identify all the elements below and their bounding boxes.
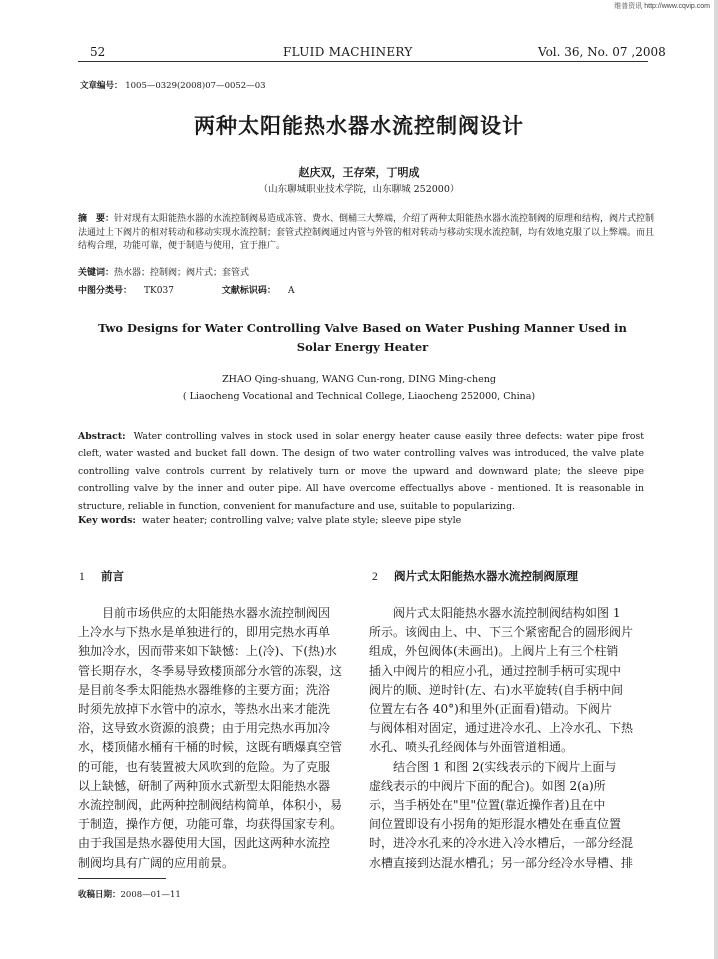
abstract-chinese-text: 针对现有太阳能热水器的水流控制阀易造成冻管、费水、倒桶三大弊端，介绍了两种太阳能热水器水流控制阀的原理和结构，阀片式控制法通过上下阀片的相对转动和移动实现水流控制；套管式控制阀通过内管与外管的相对转动与移动实现水流控制，均有效地克服了以上弊端。而且结构合理，功能可靠，便于制造与使用，宜于推广。 [78, 214, 655, 252]
body-line: 制阀均具有广阔的应用前景。 [78, 855, 235, 870]
title-english: Two Designs for Water Controlling Valve Based on Water Pushing Manner Used in Solar Energy Heater [98, 321, 627, 354]
scan-edge [714, 0, 718, 959]
clc-label: 中图分类号： [78, 286, 133, 296]
body-line: 水槽直接到达混水槽孔；另一部分经冷水导槽、排 [369, 855, 634, 870]
body-line: 组成，外包阀体(未画出)。上阀片上有三个柱销 [369, 644, 619, 659]
abstract-chinese [78, 213, 658, 254]
body-line: 插入中阀片的相应小孔，通过控制手柄可实现中 [369, 663, 622, 678]
body-line: 目前市场供应的太阳能热水器水流控制阀因 [78, 606, 331, 620]
body-line: 独加冷水，因而带来如下缺憾：上(冷)、下(热)水 [78, 644, 337, 659]
body-line: 水，楼顶储水桶有干桶的时候，这既有晒爆真空管 [78, 740, 343, 755]
body-line: 浴，这导致水资源的浪费；由于用完热水再加冷 [78, 721, 331, 736]
title-chinese: 两种太阳能热水器水流控制阀设计 [194, 113, 524, 138]
received-date [78, 888, 181, 900]
article-number-value: 1005—0329(2008)07—0052—03 [125, 81, 266, 91]
section-1-title: 前言 [101, 569, 124, 583]
body-line: 结合图 1 和图 2(实线表示的下阀片上面与 [369, 759, 617, 774]
received-label: 收稿日期： [78, 890, 121, 900]
affiliation-chinese: （山东聊城职业技术学院，山东聊城 252000） [258, 184, 460, 195]
body-line: 是目前冬季太阳能热水器维修的主要方面；洗浴 [78, 682, 331, 697]
section-1-body [78, 604, 351, 873]
section-2-body [369, 604, 644, 873]
article-number [80, 79, 266, 91]
body-line: 与阀体相对固定，通过进冷水孔、上冷水孔、下热 [369, 721, 634, 736]
keywords-chinese [78, 267, 658, 281]
body-line: 阀片的顺、逆时针(左、右)水平旋转(自手柄中间 [369, 682, 624, 697]
section-2-heading [372, 568, 578, 584]
doc-code-value: A [287, 286, 295, 296]
section-2-number: 2 [372, 571, 378, 583]
keywords-english-text: water heater; controlling valve; valve plate style; sleeve pipe style [141, 515, 462, 526]
body-line: 间位置即设有小拐角的矩形混水槽处在垂直位置 [369, 817, 622, 832]
watermark-text: 维普资讯 http://www.cqvip.com [614, 3, 710, 10]
keywords-chinese-label: 关键词： [78, 268, 115, 278]
section-1-heading [79, 568, 124, 584]
section-1-number: 1 [79, 571, 85, 583]
keywords-english [78, 515, 461, 526]
abstract-english-text: Water controlling valves in stock used in solar energy heater cause easily three defects: water pipe frost cleft, water wasted and bucket fall down. The design of two water controlling valves was introduced, the valve plate controlling valve controls current by relatively turn or move the upward and downward plate; the sleeve pipe controlling valve by the inner and outer pipe. All have overcome effectuallys above - mentioned. It is reasonable in structure, reliable in function, convenient for manufacture and use, suitable to popularizing. [78, 431, 644, 512]
body-line: 水孔、喷头孔经阀体与外面管道相通。 [369, 740, 574, 755]
authors-english: ZHAO Qing-shuang, WANG Cun-rong, DING Ming-cheng [222, 374, 496, 385]
body-line: 的可能，也有装置被大风吹到的危险。为了克服 [78, 759, 331, 774]
body-line: 以上缺憾，研制了两种顶水式新型太阳能热水器 [78, 778, 331, 793]
authors-chinese: 赵庆双，王存荣，丁明成 [298, 166, 420, 179]
body-line: 示，当手柄处在"里"位置(靠近操作者)且在中 [369, 798, 606, 813]
body-line: 上冷水与下热水是单独进行的，即用完热水再单 [78, 625, 331, 640]
body-line: 时须先放掉下水管中的凉水，等热水出来才能洗 [78, 702, 331, 717]
footnote-rule [78, 878, 166, 879]
clc-value: TK037 [144, 286, 174, 296]
body-line: 虚线表示的中阀片下面的配合)。如图 2(a)所 [369, 778, 606, 793]
article-number-label: 文章编号： [80, 81, 123, 91]
body-line: 阀片式太阳能热水器水流控制阀结构如图 1 [369, 606, 621, 620]
body-line: 管长期存水，冬季易导致楼顶部分水管的冻裂，这 [78, 663, 343, 678]
body-line: 由于我国是热水器使用大国，因此这两种水流控 [78, 836, 331, 851]
affiliation-english: ( Liaocheng Vocational and Technical College, Liaocheng 252000, China) [182, 391, 536, 402]
abstract-chinese-label: 摘 要： [78, 214, 115, 224]
body-line: 所示。该阀由上、中、下三个紧密配合的圆形阀片 [369, 625, 634, 640]
classification-line [78, 285, 658, 299]
keywords-chinese-text: 热水器；控制阀；阀片式；套管式 [114, 268, 250, 278]
body-line: 水流控制阀，此两种控制阀结构简单，体积小，易 [78, 798, 343, 813]
body-line: 位置左右各 40°)和里外(正面看)错动。下阀片 [369, 702, 613, 717]
section-2-title: 阀片式太阳能热水器水流控制阀原理 [394, 571, 578, 583]
abstract-english [78, 428, 644, 515]
page-number: 52 [90, 45, 106, 59]
body-line: 于制造，操作方便，功能可靠，均获得国家专利。 [78, 817, 343, 832]
header-rule [78, 61, 648, 62]
received-value: 2008—01—11 [120, 890, 181, 900]
abstract-english-label: Abstract: [78, 431, 126, 442]
doc-code-label: 文献标识码： [221, 286, 276, 296]
journal-name: FLUID MACHINERY [283, 45, 413, 59]
keywords-english-label: Key words: [78, 515, 136, 526]
volume-info: Vol. 36, No. 07 ,2008 [538, 45, 666, 59]
body-line: 时，进冷水孔来的冷水进入冷水槽后，一部分经混 [369, 836, 634, 851]
